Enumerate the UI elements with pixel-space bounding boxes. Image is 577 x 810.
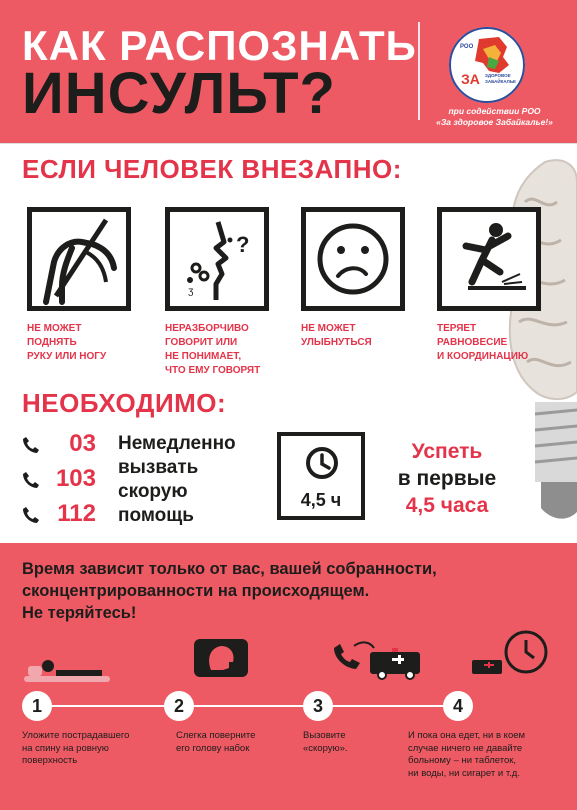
clock-card: [277, 432, 365, 520]
symptom-label-balance: ТЕРЯЕТ РАВНОВЕСИЕ И КООРДИНАЦИЮ: [437, 323, 529, 362]
step-number-3: 3: [303, 691, 333, 721]
header-divider: [418, 22, 420, 120]
sad-face-icon: [306, 212, 400, 306]
time-window-text: [382, 438, 512, 519]
step-number-1: 1: [22, 691, 52, 721]
ambulance-clock-icon: [470, 630, 550, 680]
symptom-label-arm: НЕ МОЖЕТ ПОДНЯТЬ РУКУ ИЛИ НОГУ: [27, 323, 107, 362]
symptom-label-smile: НЕ МОЖЕТ УЛЫБНУТЬСЯ: [301, 323, 372, 348]
symptom-card-smile: [301, 207, 405, 311]
phone-number-row: [22, 500, 102, 530]
phone-icon: [22, 471, 40, 489]
step-text-1: Уложите пострадавшего на спину на ровную поверхность: [22, 730, 130, 766]
step-number-4: 4: [443, 691, 473, 721]
step-number-2: 2: [164, 691, 194, 721]
symptom-card-arm: [27, 207, 131, 311]
symptom-card-speech: [165, 207, 269, 311]
svg-text:ЗАБАЙКАЛЬЕ: ЗАБАЙКАЛЬЕ: [485, 79, 517, 84]
title-line-2: ИНСУЛЬТ?: [22, 61, 336, 126]
phone-number-row: [22, 465, 102, 495]
svg-text:РОО: РОО: [460, 44, 474, 50]
organization-logo: [449, 27, 525, 103]
falling-person-icon: [442, 212, 536, 306]
svg-text:ЗА: ЗА: [461, 71, 480, 87]
step-text-4: И пока она едет, ни в коем случае ничего не давайте больному – ни таблеток, ни воды, ни сигарет и т.д.: [408, 730, 526, 779]
time-line-2: в первые: [397, 467, 497, 490]
phone-number: 112: [57, 500, 96, 527]
time-line-1: Успеть: [411, 440, 483, 463]
arm-icon: [32, 212, 126, 306]
phone-ambulance-icon: [330, 638, 424, 680]
phone-icon: [22, 436, 40, 454]
svg-text:ЗДОРОВОЕ: ЗДОРОВОЕ: [485, 73, 511, 78]
lying-person-icon: [22, 652, 112, 686]
phone-icon: [22, 506, 40, 524]
symptoms-title: ЕСЛИ ЧЕЛОВЕК ВНЕЗАПНО:: [22, 154, 402, 184]
step-text-3: Вызовите «скорую».: [303, 730, 348, 754]
speech-icon: [170, 212, 264, 306]
symptom-label-speech: НЕРАЗБОРЧИВО ГОВОРИТ ИЛИ НЕ ПОНИМАЕТ, ЧТО ЕМУ ГОВОРЯТ: [165, 323, 261, 376]
clock-label: 4,5 ч: [300, 490, 342, 510]
steps-connector-line: [30, 705, 450, 707]
head-turn-icon: [193, 638, 249, 678]
phone-number: 103: [55, 465, 96, 492]
symptom-card-balance: [437, 207, 541, 311]
support-text: при содействии РОО «За здоровое Забайкалье!»: [436, 106, 553, 127]
svg-text:?: ?: [236, 232, 250, 257]
title-line-1: КАК РАСПОЗНАТЬ: [22, 22, 417, 69]
first-aid-message: Время зависит только от вас, вашей собранности, сконцентрированности на происходящем. Не теряйтесь!: [22, 560, 437, 622]
call-ambulance-text: Немедленно вызвать скорую помощь: [118, 433, 236, 526]
svg-text:ʒ: ʒ: [188, 286, 194, 297]
necessary-title: НЕОБХОДИМО:: [22, 388, 227, 418]
time-line-3: 4,5 часа: [405, 494, 489, 517]
step-text-2: Слегка поверните его голову набок: [176, 730, 256, 754]
clock-icon: [305, 446, 339, 480]
phone-number-row: [22, 430, 102, 460]
phone-number: 03: [69, 430, 96, 457]
